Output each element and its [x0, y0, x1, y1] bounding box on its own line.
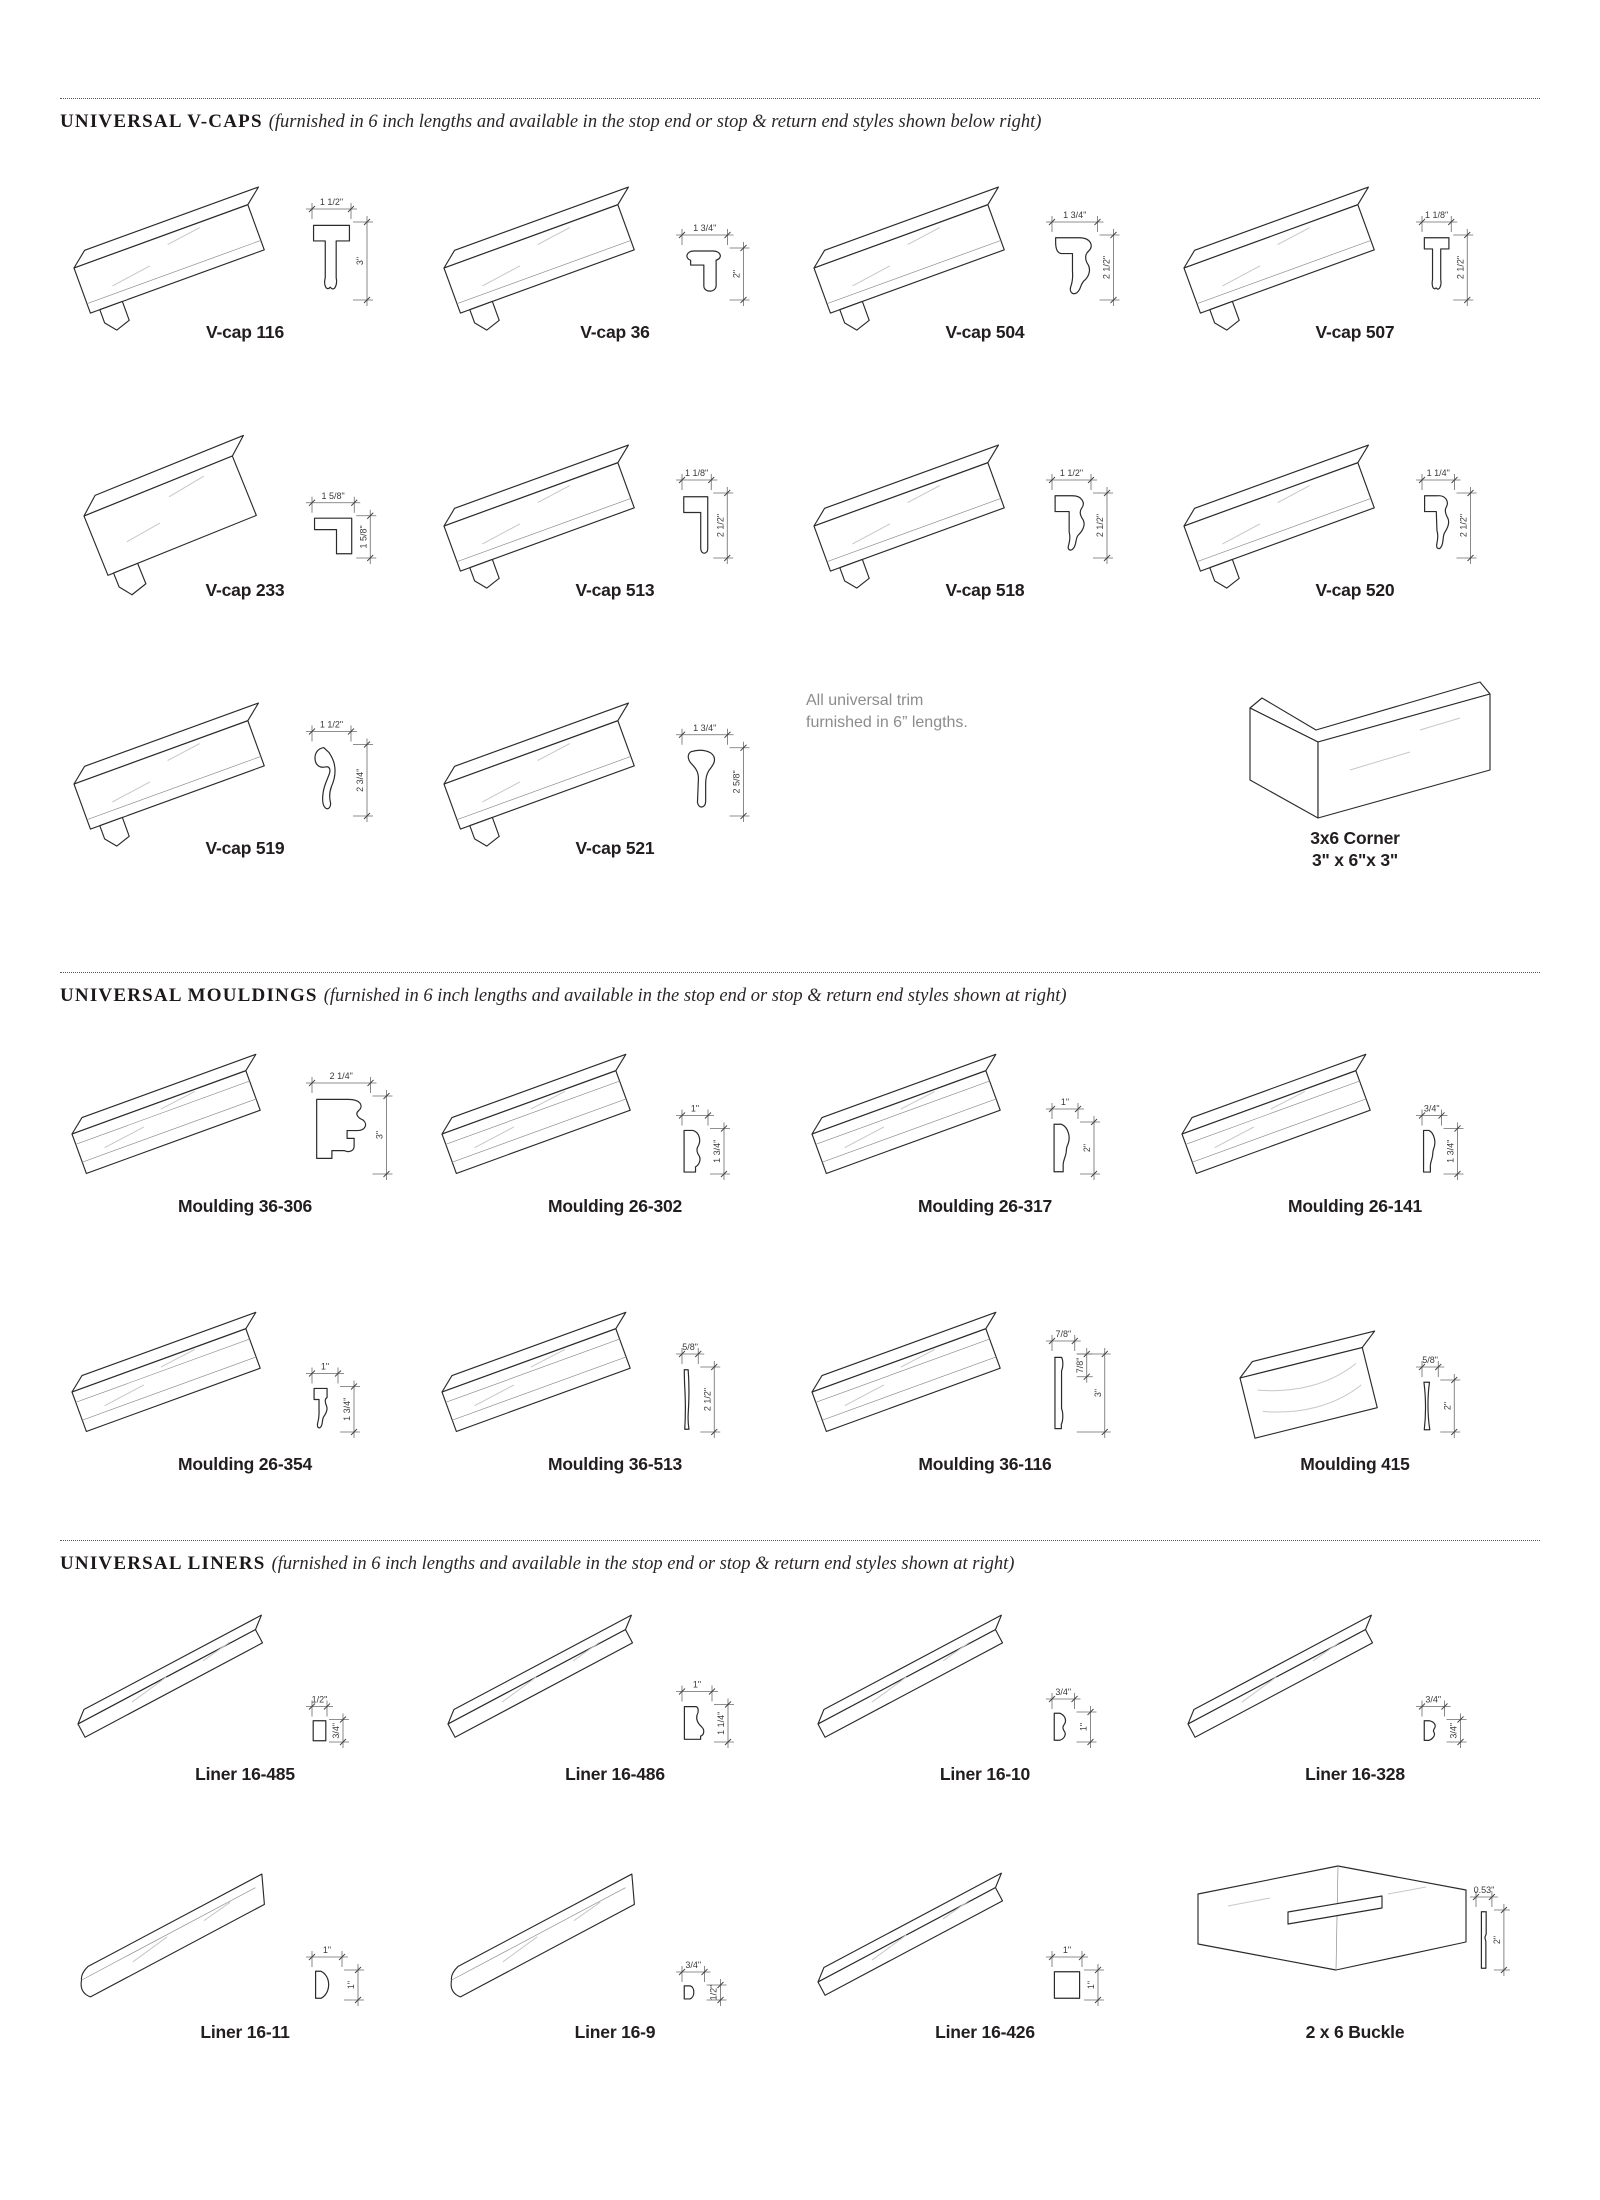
profile-drawing	[684, 1986, 694, 1999]
width-dimension-label: 1"	[322, 1945, 332, 1955]
mouldings-grid	[60, 1018, 1540, 1534]
width-dimension	[306, 1071, 377, 1093]
isometric-drawing	[444, 1874, 645, 1999]
width-dimension-label: 1 3/4"	[1063, 210, 1087, 220]
item-label: V-cap 520	[1315, 580, 1395, 600]
isometric-drawing	[813, 1873, 1013, 1995]
height-dimension-label: 1 5/8"	[358, 525, 369, 549]
width-dimension	[306, 491, 360, 513]
width-dimension	[676, 468, 717, 490]
width-dimension	[1470, 1885, 1498, 1907]
section-header	[60, 1548, 1540, 1576]
width-dimension-label: 1 1/8"	[1425, 210, 1449, 220]
width-dimension	[676, 1960, 711, 1982]
item-label: V-cap 521	[575, 838, 655, 858]
height-dimension	[713, 487, 733, 564]
catalog-item-v-cap-513	[430, 402, 800, 660]
catalog-item-v-cap-116	[60, 144, 430, 402]
item-label: V-cap 513	[575, 580, 655, 600]
height-dimension-label: 1/2"	[708, 1984, 719, 2001]
height-dimension	[730, 742, 750, 822]
height-dimension	[1100, 229, 1120, 306]
height-dimension-label: 2 3/4"	[355, 768, 365, 792]
profile-drawing	[684, 1370, 689, 1429]
isometric-drawing	[73, 1615, 273, 1737]
isometric-drawing	[443, 1615, 643, 1737]
height-dimension	[1447, 1714, 1467, 1749]
isometric-drawing	[1180, 445, 1398, 595]
height-dimension-label: 2"	[1491, 1935, 1502, 1945]
isometric-drawing	[70, 187, 288, 337]
height-dimension-label: 2 1/2"	[1101, 255, 1112, 280]
note-line1: All universal trim	[806, 692, 924, 709]
isometric-drawing	[78, 435, 283, 600]
height-dimension	[730, 242, 750, 306]
height-dimension	[353, 216, 373, 306]
height-dimension-label: 2 5/8"	[731, 770, 742, 794]
width-dimension	[1046, 468, 1097, 490]
isometric-drawing	[440, 445, 658, 595]
profile-drawing	[1056, 238, 1092, 294]
catalog-item-moulding-36-116	[800, 1276, 1170, 1534]
height-dimension-label: 1"	[346, 1980, 356, 1990]
height-dimension	[1075, 1348, 1093, 1383]
catalog-item-v-cap-507	[1170, 144, 1540, 402]
height-dimension	[340, 1381, 360, 1439]
height-dimension-label: 2 1/2"	[1095, 513, 1105, 538]
item-label: Moulding 26-302	[547, 1196, 683, 1216]
width-dimension	[1046, 210, 1104, 232]
width-dimension	[1416, 1104, 1448, 1126]
width-dimension	[1046, 1097, 1084, 1119]
height-dimension	[356, 510, 376, 564]
isometric-drawing	[808, 1312, 1014, 1431]
height-dimension-label: 1"	[1078, 1722, 1089, 1732]
height-dimension	[1080, 1116, 1100, 1180]
catalog-item-2-x-6-buckle	[1170, 1844, 1540, 2102]
height-dimension	[710, 1123, 730, 1181]
section-divider	[60, 972, 1540, 973]
catalog-item-v-cap-36	[430, 144, 800, 402]
profile-drawing	[314, 225, 350, 289]
profile-drawing	[1055, 496, 1084, 550]
section-universal-liners	[60, 1540, 1540, 2102]
isometric-drawing	[808, 1054, 1014, 1173]
width-dimension-label: 3/4"	[1423, 1103, 1440, 1114]
profile-drawing	[684, 497, 708, 553]
height-dimension	[329, 1714, 349, 1749]
height-dimension-label: 3/4"	[1448, 1722, 1459, 1739]
profile-drawing	[1054, 1972, 1079, 1999]
width-dimension	[676, 1342, 704, 1364]
width-dimension	[1416, 1355, 1444, 1377]
height-dimension-label: 3"	[355, 256, 365, 266]
item-label: Moulding 415	[1300, 1454, 1410, 1474]
height-dimension	[353, 739, 373, 823]
isometric-drawing	[440, 187, 658, 337]
width-dimension	[1416, 210, 1457, 232]
isometric-drawing	[74, 1874, 275, 1999]
catalog-item-moulding-415	[1170, 1276, 1540, 1534]
catalog-item-moulding-26-354	[60, 1276, 430, 1534]
height-dimension-label: 2"	[731, 269, 742, 279]
isometric-drawing	[438, 1312, 644, 1431]
width-dimension	[676, 723, 734, 745]
height-dimension	[700, 1361, 720, 1438]
height-dimension-label: 2 1/2"	[702, 1387, 713, 1412]
item-label: 2 x 6 Buckle	[1305, 2022, 1405, 2042]
catalog-item-v-cap-518	[800, 402, 1170, 660]
catalog-item-moulding-26-302	[430, 1018, 800, 1276]
catalog-item-liner-16-9	[430, 1844, 800, 2102]
item-label: V-cap 519	[205, 838, 285, 858]
profile-drawing	[1424, 1382, 1430, 1430]
section-header	[60, 106, 1540, 134]
height-dimension	[1453, 229, 1473, 306]
catalog-item-liner-16-11	[60, 1844, 430, 2102]
item-label: V-cap 116	[206, 322, 284, 342]
section-title: UNIVERSAL V-CAPS	[60, 111, 263, 132]
width-dimension	[306, 1695, 333, 1717]
width-dimension	[306, 197, 357, 219]
profile-drawing	[315, 748, 335, 809]
width-dimension	[676, 223, 734, 245]
width-dimension-label: 1 3/4"	[693, 223, 717, 233]
height-dimension	[1440, 1374, 1460, 1438]
profile-drawing	[316, 1971, 329, 1998]
isometric-drawing	[68, 1312, 274, 1431]
width-dimension-label: 0.53"	[1473, 1885, 1495, 1895]
width-dimension	[306, 720, 357, 742]
height-dimension	[714, 1699, 734, 1749]
isometric-drawing	[813, 1615, 1013, 1737]
height-dimension-label: 3"	[1092, 1388, 1103, 1398]
height-dimension-label: 1 3/4"	[342, 1397, 352, 1421]
height-dimension-label: 2"	[1442, 1401, 1453, 1411]
width-dimension-label: 2 1/4"	[329, 1071, 353, 1081]
height-dimension-label: 1 3/4"	[1445, 1139, 1456, 1163]
width-dimension-label: 1"	[690, 1103, 700, 1114]
section-divider	[60, 1540, 1540, 1541]
isometric-drawing	[810, 187, 1028, 337]
width-dimension-label: 5/8"	[682, 1342, 698, 1352]
height-dimension-label: 3/4"	[331, 1722, 341, 1739]
catalog-item-moulding-26-141	[1170, 1018, 1540, 1276]
profile-drawing	[317, 1099, 366, 1158]
width-dimension-label: 3/4"	[1425, 1694, 1442, 1705]
catalog-item-liner-16-426	[800, 1844, 1170, 2102]
width-dimension-label: 1 1/4"	[1426, 468, 1450, 478]
catalog-item-v-cap-519	[60, 660, 430, 918]
item-label: V-cap 507	[1315, 322, 1395, 342]
section-universal-mouldings	[60, 972, 1540, 1534]
height-dimension	[1077, 1706, 1097, 1748]
section-subtitle: (furnished in 6 inch lengths and available in the stop end or stop & return end styles shown at right)	[271, 1554, 1015, 1574]
isometric-drawing	[70, 703, 288, 853]
height-dimension-label: 2 1/2"	[715, 513, 726, 538]
width-dimension	[1046, 1945, 1088, 1967]
height-dimension	[344, 1964, 364, 2006]
section-divider	[60, 98, 1540, 99]
height-dimension	[1492, 1904, 1510, 1976]
catalog-item-moulding-36-306	[60, 1018, 430, 1276]
width-dimension-label: 3/4"	[685, 1960, 702, 1970]
profile-drawing	[1055, 1357, 1063, 1428]
note-text	[800, 660, 1170, 733]
isometric-drawing	[438, 1054, 644, 1173]
catalog-item-liner-16-10	[800, 1586, 1170, 1844]
item-sublabel: 3" x 6"x 3"	[1312, 849, 1398, 870]
profile-drawing	[684, 1707, 703, 1740]
height-dimension-label: 2 1/2"	[1458, 513, 1469, 538]
catalog-item-v-cap-520	[1170, 402, 1540, 660]
section-subtitle: (furnished in 6 inch lengths and available in the stop end or stop & return end styles shown below right)	[268, 112, 1042, 132]
section-subtitle: (furnished in 6 inch lengths and available in the stop end or stop & return end styles shown at right)	[323, 986, 1067, 1006]
width-dimension	[306, 1945, 348, 1967]
item-label-group	[1207, 828, 1503, 872]
width-dimension-label: 1"	[1062, 1945, 1072, 1955]
width-dimension-label: 1 5/8"	[321, 490, 345, 501]
item-label: Liner 16-486	[565, 1764, 665, 1784]
width-dimension	[1046, 1687, 1081, 1709]
catalog-item-v-cap-521	[430, 660, 800, 918]
catalog-item-v-cap-233	[60, 402, 430, 660]
section-title: UNIVERSAL LINERS	[60, 1553, 266, 1574]
catalog-item-liner-16-486	[430, 1586, 800, 1844]
profile-drawing	[315, 518, 352, 554]
isometric-drawing	[440, 703, 658, 853]
catalog-item-liner-16-485	[60, 1586, 430, 1844]
profile-drawing	[1054, 1124, 1069, 1172]
item-label: Liner 16-328	[1305, 1764, 1405, 1784]
isometric-drawing	[1180, 187, 1398, 337]
width-dimension-label: 7/8"	[1055, 1329, 1072, 1339]
height-dimension-label: 2 1/2"	[1455, 255, 1466, 280]
width-dimension-label: 1 3/4"	[693, 722, 717, 733]
profile-drawing	[314, 1388, 327, 1427]
profile-drawing	[1424, 1721, 1435, 1741]
profile-drawing	[687, 251, 720, 291]
item-label: V-cap 233	[205, 580, 285, 600]
profile-drawing	[1424, 238, 1449, 289]
width-dimension-label: 5/8"	[1422, 1355, 1438, 1365]
profile-drawing	[1425, 496, 1449, 549]
height-dimension	[1084, 1964, 1104, 2006]
profile-drawing	[1481, 1912, 1486, 1969]
height-dimension-label: 2"	[1082, 1143, 1092, 1153]
catalog-item-note	[800, 660, 1170, 918]
catalog-item-moulding-36-513	[430, 1276, 800, 1534]
item-label: 3x6 Corner	[1310, 828, 1400, 848]
width-dimension-label: 1 1/2"	[319, 719, 344, 730]
section-header	[60, 980, 1540, 1008]
profile-drawing	[688, 750, 714, 807]
buckle-isometric	[1198, 1866, 1466, 1970]
item-label: V-cap 504	[945, 322, 1025, 342]
item-label: Liner 16-485	[195, 1764, 295, 1784]
width-dimension-label: 1"	[1060, 1097, 1070, 1107]
item-label: V-cap 36	[580, 322, 650, 342]
item-label: Moulding 36-116	[918, 1454, 1052, 1474]
item-label: V-cap 518	[945, 580, 1025, 600]
width-dimension-label: 1 1/2"	[1059, 468, 1084, 478]
item-label: Moulding 26-141	[1287, 1196, 1423, 1216]
item-label: Liner 16-10	[939, 1764, 1031, 1784]
corner-isometric	[1250, 682, 1490, 818]
v-caps-grid	[60, 144, 1540, 918]
width-dimension-label: 3/4"	[1055, 1687, 1072, 1697]
height-dimension	[707, 1979, 727, 2006]
item-label: Moulding 36-306	[177, 1196, 313, 1216]
height-dimension-label: 1"	[1086, 1980, 1096, 1990]
width-dimension	[306, 1362, 344, 1384]
item-label: Liner 16-11	[200, 2022, 290, 2042]
item-label: Moulding 26-354	[177, 1454, 313, 1474]
catalog-item-3x6-corner	[1170, 660, 1540, 918]
isometric-drawing	[1237, 1331, 1393, 1438]
height-dimension-label: 1 3/4"	[712, 1139, 722, 1163]
width-dimension	[676, 1104, 714, 1126]
catalog-item-v-cap-504	[800, 144, 1170, 402]
profile-drawing	[684, 1130, 700, 1172]
isometric-drawing	[1178, 1054, 1384, 1173]
item-label: Moulding 36-513	[547, 1454, 683, 1474]
height-dimension-label: 1 1/4"	[716, 1711, 726, 1735]
width-dimension-label: 1"	[320, 1361, 330, 1372]
profile-drawing	[1424, 1130, 1435, 1172]
catalog-item-liner-16-328	[1170, 1586, 1540, 1844]
width-dimension	[676, 1680, 718, 1702]
width-dimension	[1046, 1329, 1081, 1351]
isometric-drawing	[68, 1054, 274, 1173]
section-title: UNIVERSAL MOULDINGS	[60, 985, 318, 1006]
item-label: Moulding 26-317	[917, 1196, 1053, 1216]
item-label: Liner 16-426	[935, 2022, 1035, 2042]
width-dimension	[1416, 1695, 1451, 1717]
height-dimension	[1093, 487, 1113, 564]
note-line2: furnished in 6” lengths.	[806, 713, 968, 731]
height-dimension	[1444, 1123, 1464, 1181]
height-dimension-label: 7/8"	[1074, 1357, 1085, 1374]
section-universal-v-caps	[60, 98, 1540, 918]
liners-grid	[60, 1586, 1540, 2102]
width-dimension-label: 1/2"	[311, 1694, 328, 1705]
item-label: Liner 16-9	[574, 2022, 656, 2042]
isometric-drawing	[1183, 1615, 1383, 1737]
width-dimension-label: 1"	[692, 1679, 702, 1690]
profile-drawing	[313, 1721, 326, 1741]
catalog-item-moulding-26-317	[800, 1018, 1170, 1276]
height-dimension	[373, 1090, 393, 1180]
width-dimension	[1416, 468, 1461, 490]
height-dimension-label: 3"	[374, 1130, 385, 1140]
profile-drawing	[1054, 1713, 1065, 1740]
width-dimension-label: 1 1/8"	[685, 468, 709, 478]
width-dimension-label: 1 1/2"	[319, 197, 344, 207]
isometric-drawing	[810, 445, 1028, 595]
height-dimension	[1457, 487, 1477, 564]
